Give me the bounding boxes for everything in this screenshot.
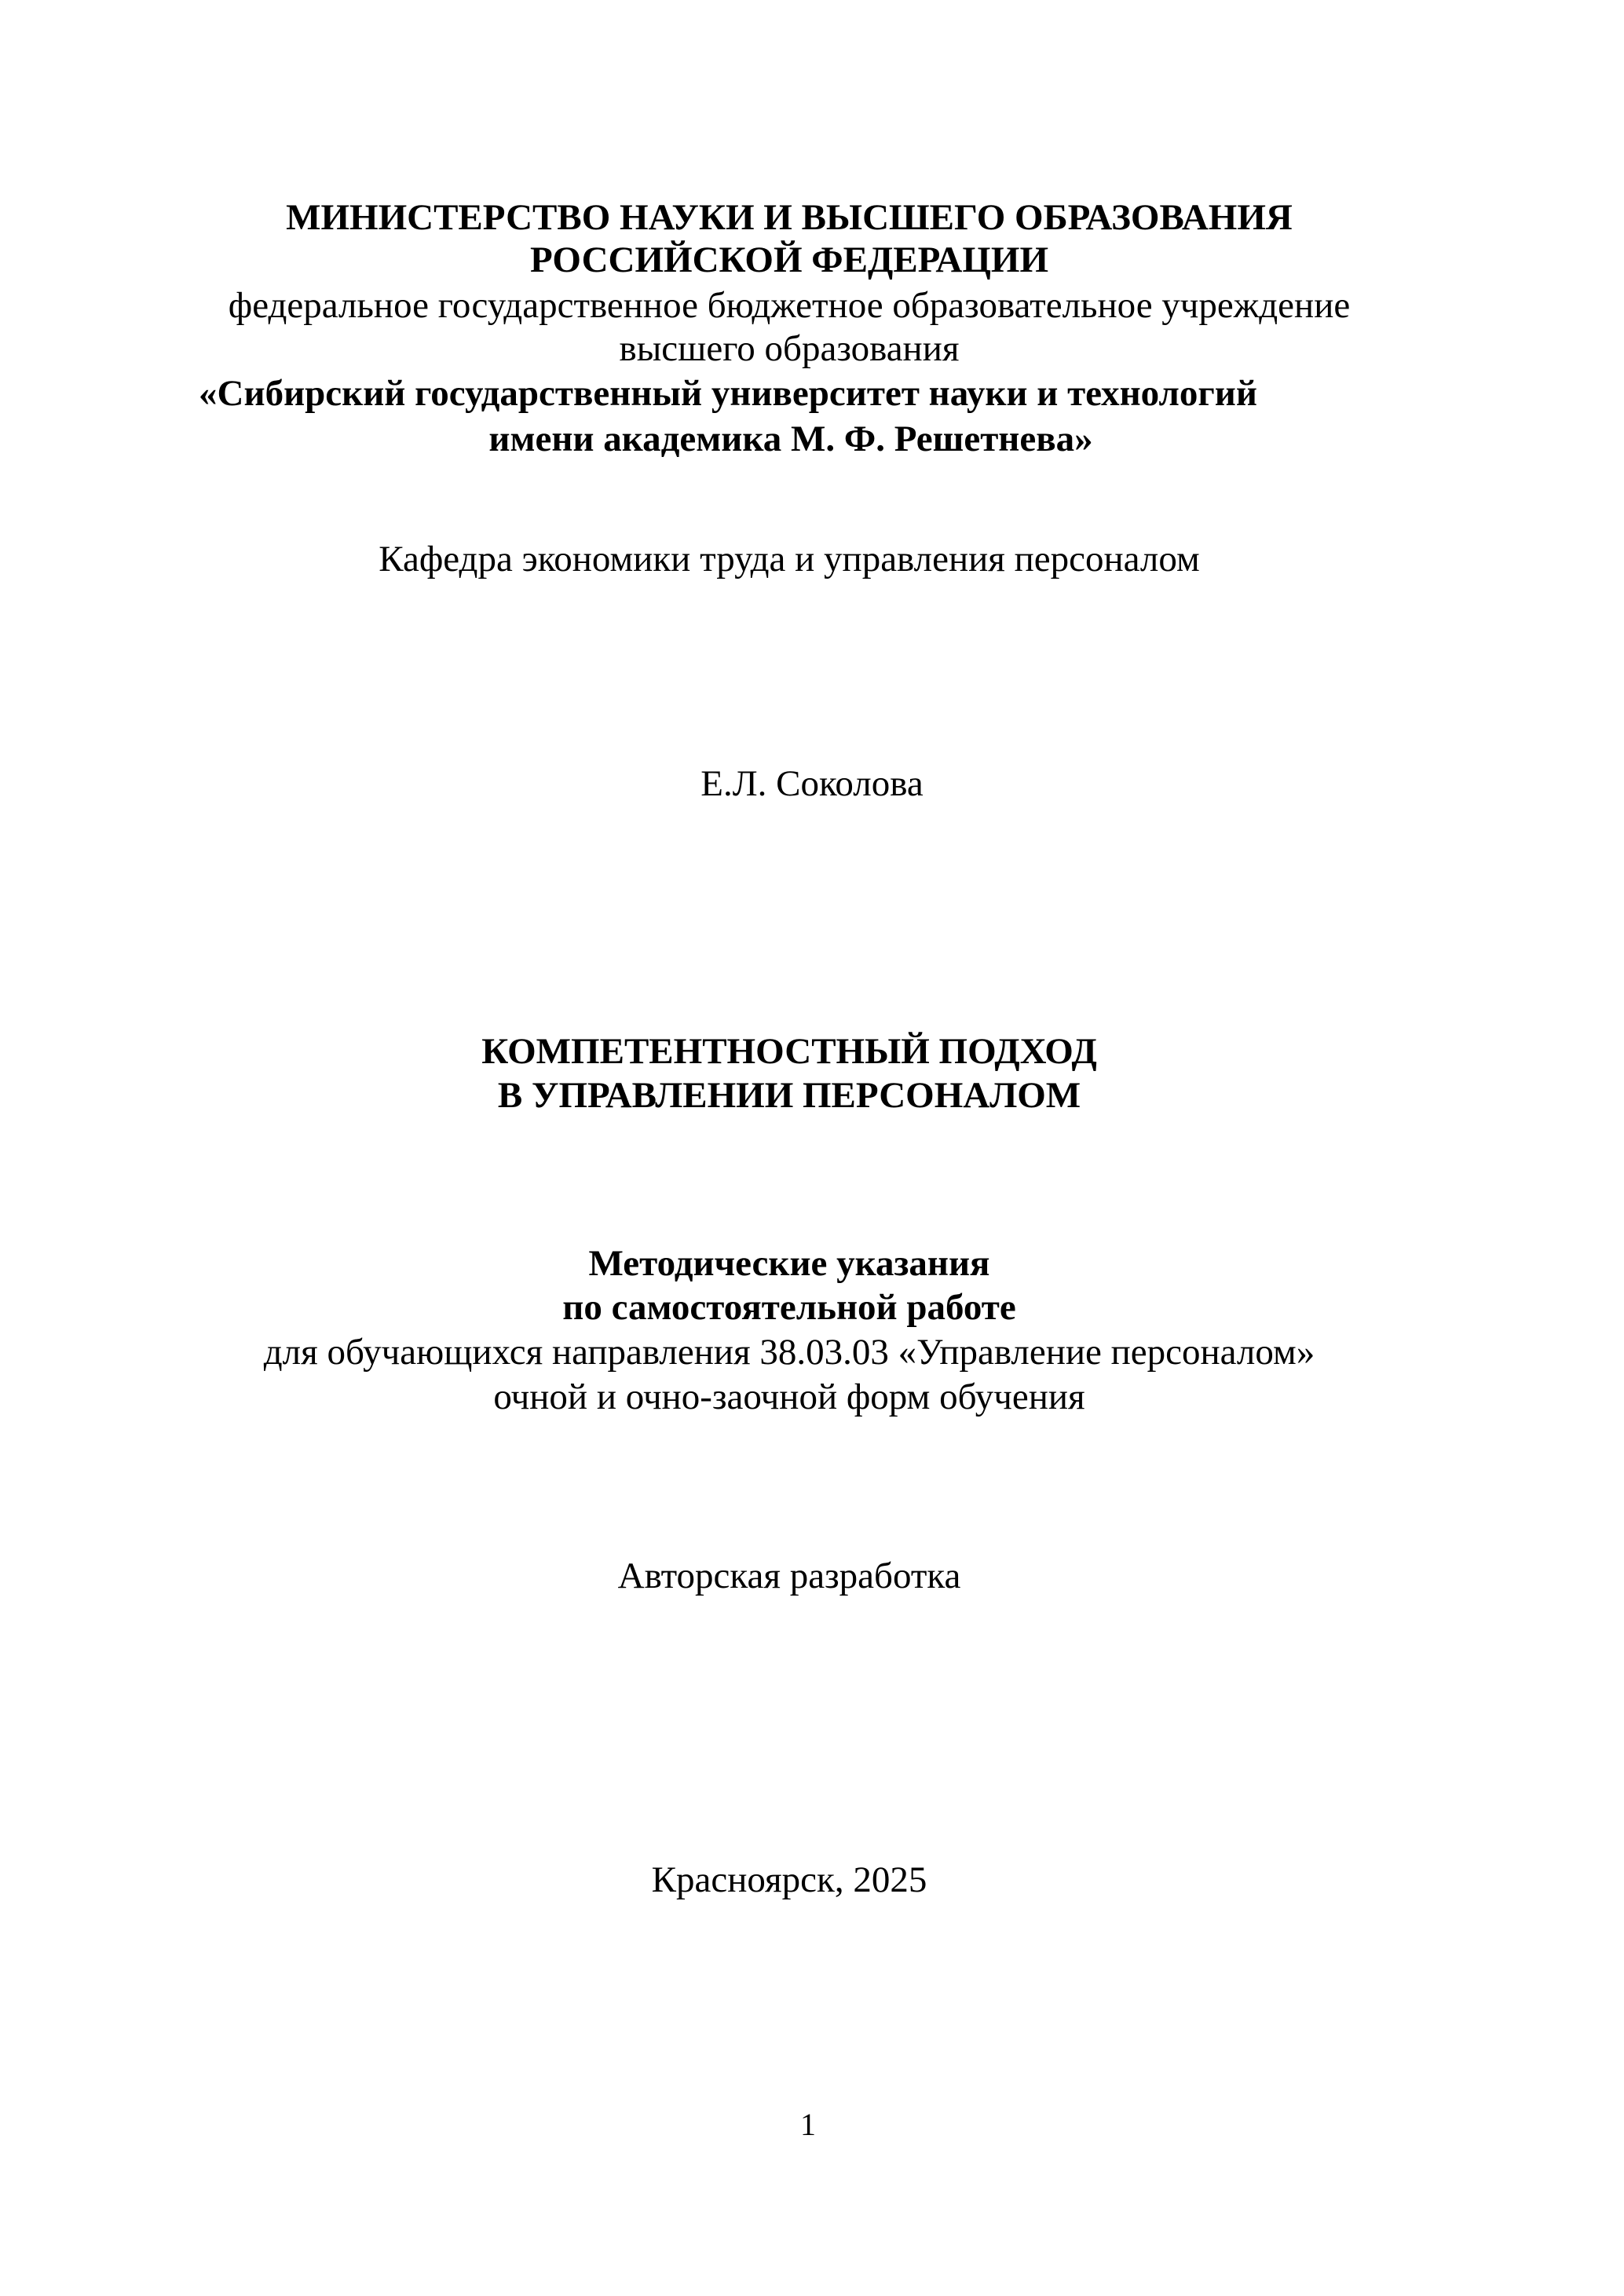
page-number: 1	[800, 2107, 816, 2142]
authored-note: Авторская разработка	[617, 1556, 961, 1596]
institution-type-line-2: высшего образования	[619, 328, 960, 369]
audience-line-1: для обучающихся направления 38.03.03 «Управление персоналом»	[263, 1332, 1315, 1373]
document-title-line-2: В УПРАВЛЕНИИ ПЕРСОНАЛОМ	[497, 1075, 1081, 1116]
university-name-line-2: имени академика М. Ф. Решетнева»	[488, 419, 1093, 459]
author-name: Е.Л. Соколова	[700, 763, 924, 804]
document-title-line-1: КОМПЕТЕНТНОСТНЫЙ ПОДХОД	[481, 1031, 1097, 1072]
ministry-name-line-2: РОССИЙСКОЙ ФЕДЕРАЦИИ	[530, 239, 1048, 280]
department-name: Кафедра экономики труда и управления персоналом	[379, 539, 1200, 579]
document-type-line-2: по самостоятельной работе	[562, 1287, 1016, 1328]
institution-type-line-1: федеральное государственное бюджетное образовательное учреждение	[228, 285, 1351, 326]
audience-line-2: очной и очно-заочной форм обучения	[493, 1377, 1085, 1417]
city-and-year: Красноярск, 2025	[651, 1859, 927, 1900]
document-type-line-1: Методические указания	[588, 1243, 990, 1284]
ministry-name-line-1: МИНИСТЕРСТВО НАУКИ И ВЫСШЕГО ОБРАЗОВАНИЯ	[286, 197, 1293, 238]
university-name-line-1: «Сибирский государственный университет науки и технологий	[199, 373, 1257, 414]
